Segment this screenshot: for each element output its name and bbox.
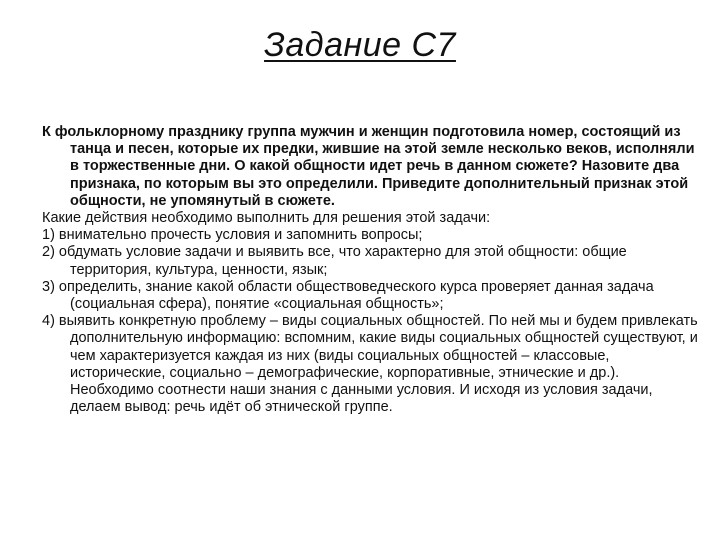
step-3: 3) определить, знание какой области обществоведческого курса проверяет данная задача (социальная сфера), понятие «социальная общность»;: [42, 278, 654, 313]
step-1: 1) внимательно прочесть условия и запомнить вопросы;: [42, 227, 423, 244]
task-paragraph: К фольклорному празднику группа мужчин и женщин подготовила номер, состоящий из танца и песен, которые их предки, жившие на этой земле несколько веков, исполняли в торжественные дни. О какой общности идет речь в данном сюжете? Назовите два признака, по которым вы это определили. Приведите дополнительный признак этой общности, не упомянутый в сюжете.: [42, 124, 695, 209]
question-paragraph: Какие действия необходимо выполнить для решения этой задачи:: [42, 210, 491, 227]
slide-title: Задание С7: [264, 26, 456, 64]
slide-body: [42, 124, 702, 416]
step-4: 4) выявить конкретную проблему – виды социальных общностей. По ней мы и будем привлекать дополнительную информацию: вспомним, какие виды социальных общностей существуют, и чем характеризуется каждая из них (виды социальных общностей – классовые, исторические, социально – демографические, корпоративные, этнические и др.). Необходимо соотнести наши знания с данными условия. И исходя из условия задачи, делаем вывод: речь идёт об этнической группе.: [42, 313, 698, 416]
step-2: 2) обдумать условие задачи и выявить все, что характерно для этой общности: общие территория, культура, ценности, язык;: [42, 244, 627, 278]
